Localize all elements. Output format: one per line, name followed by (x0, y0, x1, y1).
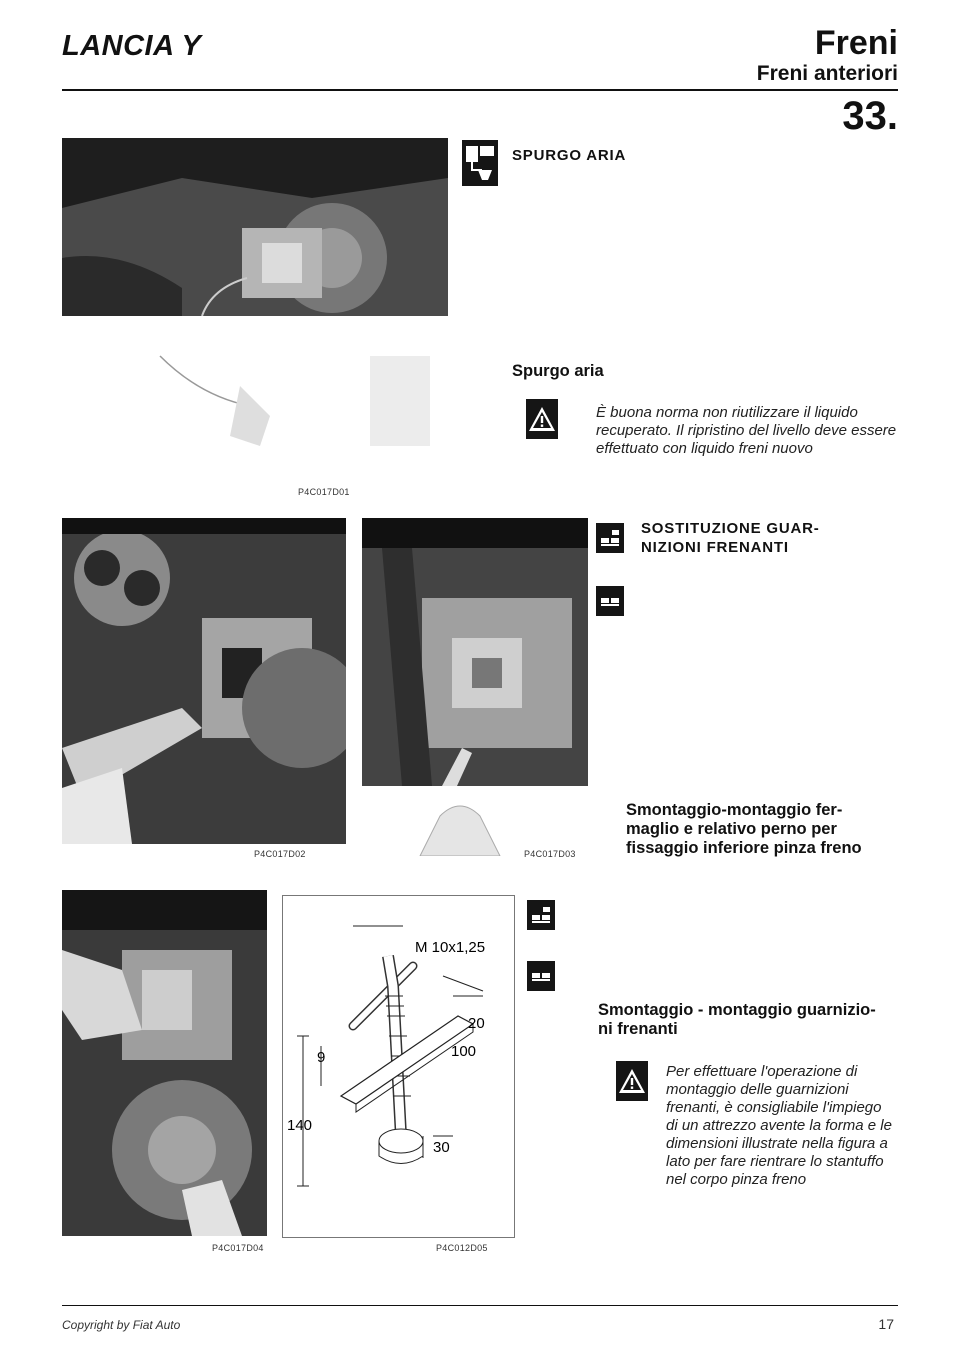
footer-page-number: 17 (878, 1316, 894, 1332)
photo-code-4: P4C017D04 (212, 1243, 264, 1253)
brake-bleed-icon (462, 140, 498, 186)
dim-100-label: 100 (451, 1043, 477, 1060)
heading-sostituzione-line2: NIZIONI FRENANTI (641, 539, 789, 556)
caption-spurgo-aria: Spurgo aria (512, 362, 604, 380)
caption-guarnizioni-line1: Smontaggio - montaggio guarnizio- (598, 1001, 876, 1019)
photo-brake-bleed (62, 138, 448, 316)
figure-code-5: P4C012D05 (436, 1243, 488, 1253)
warning-note-2: Per effettuare l'operazione di montaggio delle guarnizioni frenanti, è consigliabile l'impiego di un attrezzo avente la forma e le dimensioni illustrate nella figura a lato per fare rientrare lo stantuffo nel corpo pinza freno (666, 1063, 892, 1188)
warning-triangle-icon (526, 399, 558, 439)
section-title: Freni (814, 24, 898, 62)
heading-spurgo-aria: SPURGO ARIA (512, 147, 627, 164)
caption-fermaglio-line2: maglio e relativo perno per (626, 820, 837, 838)
caption-guarnizioni (598, 1001, 898, 1039)
header-rule (62, 89, 898, 91)
assembly-icon-2 (527, 961, 555, 991)
photo-pad-replacement (62, 890, 267, 1236)
brand-title: LANCIA Y (62, 30, 202, 62)
assembly-icon (596, 586, 624, 616)
caption-guarnizioni-line2: ni frenanti (598, 1020, 678, 1038)
caption-fermaglio (626, 801, 898, 858)
warning-note-1: È buona norma non riutilizzare il liquido recuperato. Il ripristino del livello deve essere effettuato con liquido freni nuovo (596, 404, 897, 457)
caption-fermaglio-line3: fissaggio inferiore pinza freno (626, 839, 862, 857)
dim-9-label: 9 (317, 1049, 326, 1066)
dim-thread-label: M 10x1,25 (415, 939, 486, 956)
footer-rule (62, 1305, 898, 1306)
photo-brake-bleed-faded (90, 316, 448, 476)
warning-triangle-icon-2 (616, 1061, 648, 1101)
disassembly-icon-2 (527, 900, 555, 930)
photo-caliper-removal-b-hand (380, 786, 580, 856)
copyright-text: Copyright by Fiat Auto (62, 1318, 181, 1332)
tool-dimension-drawing (282, 895, 515, 1238)
disassembly-icon (596, 523, 624, 553)
photo-code-1: P4C017D01 (298, 487, 350, 497)
heading-sostituzione-line1: SOSTITUZIONE GUAR- (641, 520, 820, 537)
photo-caliper-removal-a (62, 518, 346, 844)
caption-fermaglio-line1: Smontaggio-montaggio fer- (626, 801, 843, 819)
dim-140-label: 140 (287, 1117, 313, 1134)
dim-30-label: 30 (433, 1139, 450, 1156)
section-subtitle: Freni anteriori (756, 62, 898, 85)
dim-20-label: 20 (468, 1015, 485, 1032)
photo-code-3: P4C017D03 (524, 849, 576, 859)
photo-code-2: P4C017D02 (254, 849, 306, 859)
heading-sostituzione (641, 519, 820, 557)
photo-caliper-removal-b (362, 518, 588, 786)
chapter-page-number: 33. (842, 94, 898, 138)
